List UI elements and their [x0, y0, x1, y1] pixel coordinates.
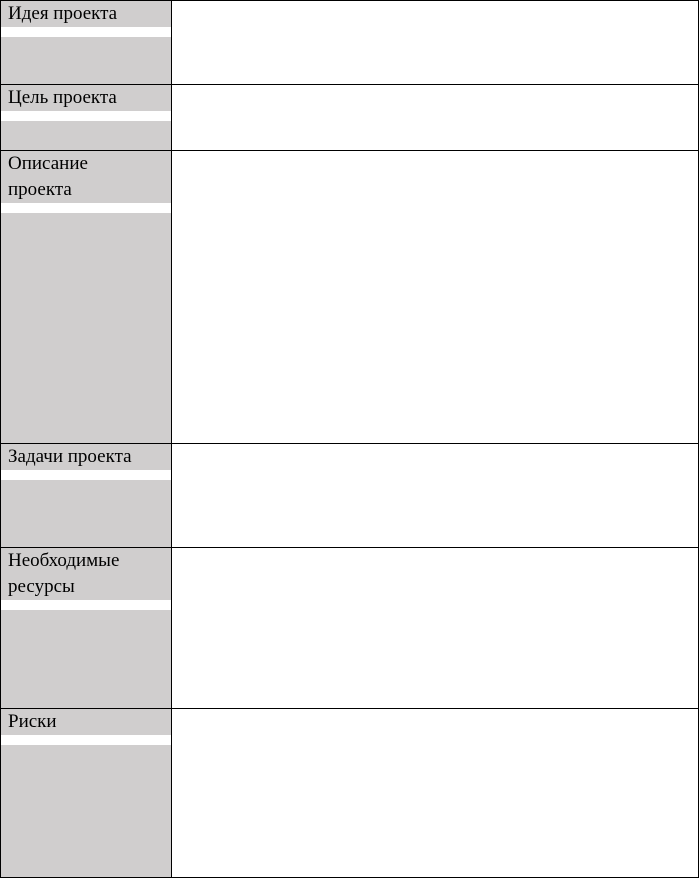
field-risks[interactable] — [172, 709, 699, 878]
label-cell-project-goal — [1, 85, 172, 151]
field-project-description[interactable] — [172, 151, 699, 444]
row-project-idea — [1, 1, 699, 85]
label-risks: Риски — [1, 709, 171, 735]
label-cell-project-description — [1, 151, 172, 444]
label-cell-required-resources — [1, 548, 172, 709]
field-required-resources[interactable] — [172, 548, 699, 709]
row-risks — [1, 709, 699, 878]
row-project-description — [1, 151, 699, 444]
label-project-idea: Идея проекта — [1, 1, 171, 27]
row-project-tasks — [1, 444, 699, 548]
row-required-resources — [1, 548, 699, 709]
label-separator — [1, 27, 171, 37]
label-cell-project-tasks — [1, 444, 172, 548]
label-project-description: Описание проекта — [1, 151, 171, 203]
label-project-tasks: Задачи проекта — [1, 444, 171, 470]
field-project-idea[interactable] — [172, 1, 699, 85]
label-separator — [1, 203, 171, 213]
label-required-resources: Необходимые ресурсы — [1, 548, 171, 600]
label-cell-risks — [1, 709, 172, 878]
label-separator — [1, 111, 171, 121]
label-project-goal: Цель проекта — [1, 85, 171, 111]
label-separator — [1, 470, 171, 480]
label-cell-project-idea — [1, 1, 172, 85]
field-project-goal[interactable] — [172, 85, 699, 151]
label-separator — [1, 735, 171, 745]
row-project-goal — [1, 85, 699, 151]
label-separator — [1, 600, 171, 610]
field-project-tasks[interactable] — [172, 444, 699, 548]
